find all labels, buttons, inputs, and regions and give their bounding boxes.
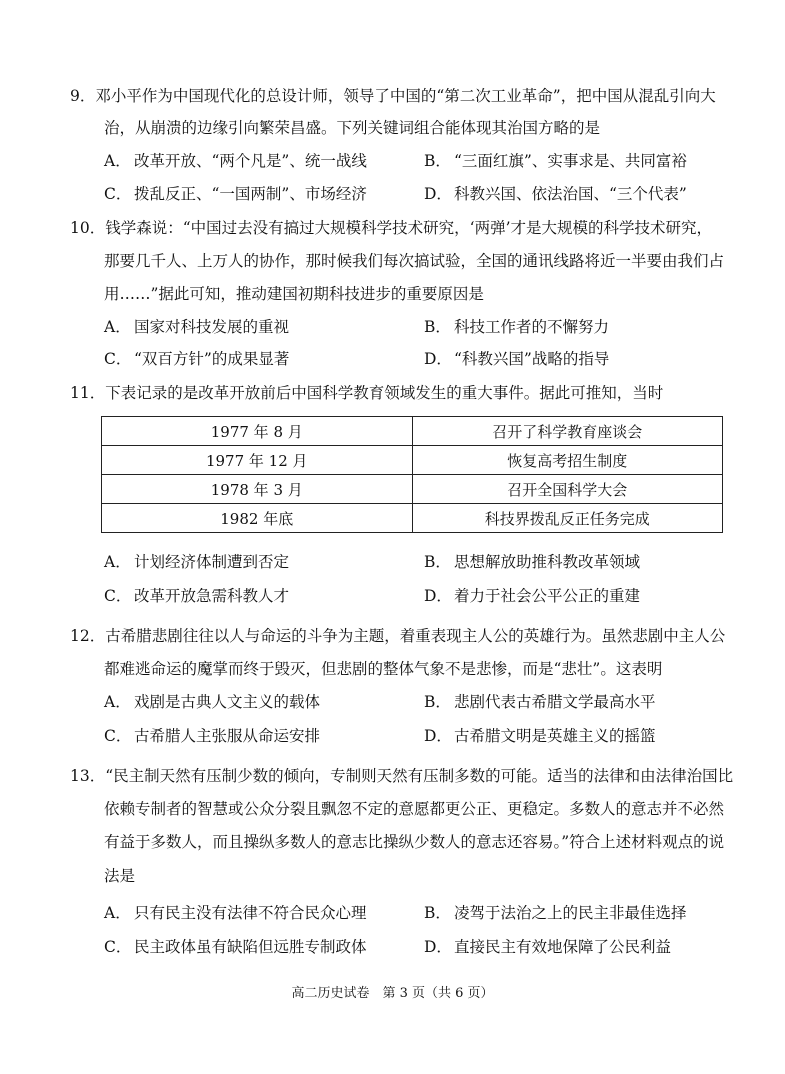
- option-a[interactable]: [104, 552, 289, 572]
- option-letter: A．: [104, 693, 131, 711]
- table-row: [102, 475, 723, 504]
- question-stem-line: [70, 86, 716, 106]
- question-number: 11．: [70, 384, 106, 402]
- option-text: 戏剧是古典人文主义的载体: [134, 693, 321, 711]
- table-cell-event: 召开了科学教育座谈会: [412, 417, 723, 446]
- stem-text: 古希腊悲剧往往以人与命运的斗争为主题，着重表现主人公的英雄行为。虽然悲剧中主人公: [105, 627, 726, 645]
- table-row: [102, 504, 723, 533]
- table-cell-date: 1977 年 8 月: [102, 417, 413, 446]
- option-text: 古希腊文明是英雄主义的摇篮: [454, 727, 656, 745]
- option-c[interactable]: [104, 726, 320, 746]
- option-text: 科教兴国、依法治国、“三个代表”: [454, 185, 687, 203]
- option-b[interactable]: [424, 151, 687, 171]
- option-text: “三面红旗”、实事求是、共同富裕: [454, 152, 687, 170]
- option-a[interactable]: [104, 692, 320, 712]
- option-text: 国家对科技发展的重视: [134, 318, 290, 336]
- option-letter: B．: [424, 152, 451, 170]
- question-stem-line: [70, 218, 712, 238]
- option-letter: C．: [104, 185, 132, 203]
- option-d[interactable]: [424, 937, 671, 957]
- option-text: 着力于社会公平公正的重建: [454, 587, 641, 605]
- option-text: 直接民主有效地保障了公民利益: [454, 938, 672, 956]
- option-letter: D．: [424, 350, 452, 368]
- option-text: 计划经济体制遭到否定: [134, 553, 290, 571]
- option-letter: A．: [104, 904, 131, 922]
- stem-text: 邓小平作为中国现代化的总设计师，领导了中国的“第二次工业革命”，把中国从混乱引向大: [95, 87, 716, 105]
- question-stem-line: [70, 766, 733, 786]
- option-text: “科教兴国”战略的指导: [454, 350, 610, 368]
- stem-text: “民主制天然有压制少数的倾向，专制则天然有压制多数的可能。适当的法律和由法律治国比: [105, 767, 734, 785]
- question-stem-line: 用……”据此可知，推动建国初期科技进步的重要原因是: [104, 285, 484, 303]
- table-cell-date: 1977 年 12 月: [102, 446, 413, 475]
- question-number: 13．: [70, 767, 106, 785]
- option-d[interactable]: [424, 349, 609, 369]
- option-letter: A．: [104, 318, 131, 336]
- question-stem-line: [70, 383, 663, 403]
- option-text: 思想解放助推科教改革领域: [454, 553, 641, 571]
- question-stem-line: 法是: [104, 867, 136, 885]
- stem-text: 钱学森说：“中国过去没有搞过大规模科学技术研究，‘两弹’才是大规模的科学技术研究，: [105, 219, 713, 237]
- option-letter: B．: [424, 318, 451, 336]
- question-stem-line: 都难逃命运的魔掌而终于毁灭，但悲剧的整体气象不是悲惨，而是“悲壮”。这表明: [104, 660, 663, 678]
- question-stem-line: 那要几千人、上万人的协作，那时候我们每次搞试验，全国的通讯线路将近一半要由我们占: [104, 252, 725, 270]
- page-footer: 高二历史试卷 第 3 页（共 6 页）: [291, 986, 494, 1001]
- option-letter: D．: [424, 587, 452, 605]
- option-d[interactable]: [424, 726, 656, 746]
- option-letter: B．: [424, 693, 451, 711]
- option-text: 拨乱反正、“一国两制”、市场经济: [134, 185, 367, 203]
- option-b[interactable]: [424, 903, 687, 923]
- option-letter: C．: [104, 727, 132, 745]
- option-text: 民主政体虽有缺陷但远胜专制政体: [134, 938, 367, 956]
- option-text: 只有民主没有法律不符合民众心理: [134, 904, 367, 922]
- option-b[interactable]: [424, 692, 656, 712]
- question-stem-line: 有益于多数人，而且操纵多数人的意志比操纵少数人的意志还容易。”符合上述材料观点的说: [104, 833, 725, 851]
- option-letter: B．: [424, 904, 451, 922]
- option-letter: D．: [424, 938, 452, 956]
- table-cell-event: 召开全国科学大会: [412, 475, 723, 504]
- option-text: 凌驾于法治之上的民主非最佳选择: [454, 904, 687, 922]
- table-row: [102, 417, 723, 446]
- table-cell-event: 恢复高考招生制度: [412, 446, 723, 475]
- question-number: 10．: [70, 219, 106, 237]
- stem-text: 下表记录的是改革开放前后中国科学教育领域发生的重大事件。据此可推知，当时: [105, 384, 664, 402]
- events-table: [101, 416, 723, 533]
- question-stem-line: 治，从崩溃的边缘引向繁荣昌盛。下列关键词组合能体现其治国方略的是: [104, 119, 601, 137]
- option-text: 科技工作者的不懈努力: [454, 318, 610, 336]
- option-text: 悲剧代表古希腊文学最高水平: [454, 693, 656, 711]
- option-c[interactable]: [104, 184, 367, 204]
- option-c[interactable]: [104, 349, 289, 369]
- option-c[interactable]: [104, 937, 367, 957]
- option-a[interactable]: [104, 317, 289, 337]
- option-d[interactable]: [424, 184, 687, 204]
- option-c[interactable]: [104, 586, 289, 606]
- table-cell-date: 1982 年底: [102, 504, 413, 533]
- option-letter: C．: [104, 350, 132, 368]
- option-letter: B．: [424, 553, 451, 571]
- table-cell-date: 1978 年 3 月: [102, 475, 413, 504]
- option-letter: C．: [104, 938, 132, 956]
- option-a[interactable]: [104, 903, 367, 923]
- option-text: 古希腊人主张服从命运安排: [134, 727, 321, 745]
- option-letter: A．: [104, 553, 131, 571]
- option-d[interactable]: [424, 586, 640, 606]
- option-letter: A．: [104, 152, 131, 170]
- option-letter: D．: [424, 185, 452, 203]
- option-text: 改革开放急需科教人才: [134, 587, 290, 605]
- option-text: “双百方针”的成果显著: [134, 350, 290, 368]
- question-stem-line: 依赖专制者的智慧或公众分裂且飘忽不定的意愿都更公正、更稳定。多数人的意志并不必然: [104, 800, 725, 818]
- option-text: 改革开放、“两个凡是”、统一战线: [134, 152, 367, 170]
- option-b[interactable]: [424, 552, 640, 572]
- option-b[interactable]: [424, 317, 609, 337]
- option-a[interactable]: [104, 151, 367, 171]
- table-row: [102, 446, 723, 475]
- question-number: 12．: [70, 627, 106, 645]
- option-letter: D．: [424, 727, 452, 745]
- question-stem-line: [70, 626, 725, 646]
- option-letter: C．: [104, 587, 132, 605]
- question-number: 9．: [70, 87, 96, 105]
- table-cell-event: 科技界拨乱反正任务完成: [412, 504, 723, 533]
